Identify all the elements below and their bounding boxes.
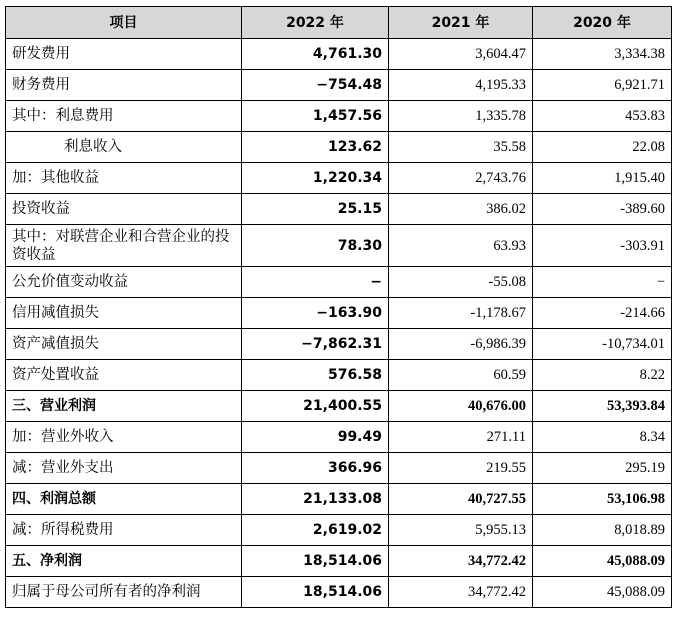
value-2020: 8.34 xyxy=(533,422,672,453)
value-2020: 1,915.40 xyxy=(533,163,672,194)
row-label: 加：其他收益 xyxy=(6,163,242,194)
table-row xyxy=(6,329,672,360)
table-row xyxy=(6,163,672,194)
table-row xyxy=(6,298,672,329)
row-label: 利息收入 xyxy=(6,132,242,163)
row-label: 信用减值损失 xyxy=(6,298,242,329)
value-2020: -389.60 xyxy=(533,194,672,225)
header-item: 项目 xyxy=(6,7,242,39)
row-label: 财务费用 xyxy=(6,70,242,101)
table-row xyxy=(6,267,672,298)
value-2021: -6,986.39 xyxy=(389,329,533,360)
value-2021: 34,772.42 xyxy=(389,577,533,608)
row-label: 减：营业外支出 xyxy=(6,453,242,484)
value-2022: −7,862.31 xyxy=(242,329,389,360)
value-2021: 34,772.42 xyxy=(389,546,533,577)
row-label: 加：营业外收入 xyxy=(6,422,242,453)
table-row xyxy=(6,484,672,515)
value-2021: 271.11 xyxy=(389,422,533,453)
row-label: 其中：对联营企业和合营企业的投资收益 xyxy=(6,225,242,267)
row-label: 五、净利润 xyxy=(6,546,242,577)
value-2022: 78.30 xyxy=(242,225,389,267)
table-row xyxy=(6,546,672,577)
value-2021: 60.59 xyxy=(389,360,533,391)
value-2020: 53,106.98 xyxy=(533,484,672,515)
value-2022: 21,400.55 xyxy=(242,391,389,422)
row-label: 投资收益 xyxy=(6,194,242,225)
table-row xyxy=(6,225,672,267)
table-row xyxy=(6,577,672,608)
table-row xyxy=(6,194,672,225)
table-body xyxy=(6,39,672,608)
value-2021: 2,743.76 xyxy=(389,163,533,194)
header-2022: 2022 年 xyxy=(242,7,389,39)
value-2021: 386.02 xyxy=(389,194,533,225)
value-2020: 6,921.71 xyxy=(533,70,672,101)
value-2020: 295.19 xyxy=(533,453,672,484)
value-2020: 53,393.84 xyxy=(533,391,672,422)
row-label: 四、利润总额 xyxy=(6,484,242,515)
value-2021: 4,195.33 xyxy=(389,70,533,101)
row-label: 减：所得税费用 xyxy=(6,515,242,546)
value-2021: 5,955.13 xyxy=(389,515,533,546)
value-2020: 453.83 xyxy=(533,101,672,132)
value-2022: 21,133.08 xyxy=(242,484,389,515)
value-2020: -10,734.01 xyxy=(533,329,672,360)
value-2020: -214.66 xyxy=(533,298,672,329)
table-row xyxy=(6,101,672,132)
value-2020: 22.08 xyxy=(533,132,672,163)
value-2022: 18,514.06 xyxy=(242,546,389,577)
row-label: 三、营业利润 xyxy=(6,391,242,422)
row-label: 资产减值损失 xyxy=(6,329,242,360)
value-2022: −163.90 xyxy=(242,298,389,329)
value-2021: 219.55 xyxy=(389,453,533,484)
value-2022: −754.48 xyxy=(242,70,389,101)
header-2020: 2020 年 xyxy=(533,7,672,39)
value-2020: -303.91 xyxy=(533,225,672,267)
value-2021: 40,676.00 xyxy=(389,391,533,422)
value-2022: 366.96 xyxy=(242,453,389,484)
table-row xyxy=(6,422,672,453)
value-2021: 63.93 xyxy=(389,225,533,267)
row-label: 归属于母公司所有者的净利润 xyxy=(6,577,242,608)
table-row xyxy=(6,70,672,101)
value-2021: 40,727.55 xyxy=(389,484,533,515)
value-2022: 2,619.02 xyxy=(242,515,389,546)
row-label: 资产处置收益 xyxy=(6,360,242,391)
value-2022: − xyxy=(242,267,389,298)
table-row xyxy=(6,132,672,163)
value-2020: 3,334.38 xyxy=(533,39,672,70)
value-2021: -1,178.67 xyxy=(389,298,533,329)
value-2022: 1,457.56 xyxy=(242,101,389,132)
value-2022: 18,514.06 xyxy=(242,577,389,608)
table-header xyxy=(6,7,672,39)
row-label: 研发费用 xyxy=(6,39,242,70)
value-2020: − xyxy=(533,267,672,298)
value-2022: 25.15 xyxy=(242,194,389,225)
header-row xyxy=(6,7,672,39)
table-row xyxy=(6,39,672,70)
value-2022: 1,220.34 xyxy=(242,163,389,194)
value-2021: -55.08 xyxy=(389,267,533,298)
value-2021: 35.58 xyxy=(389,132,533,163)
table-row xyxy=(6,515,672,546)
value-2020: 8.22 xyxy=(533,360,672,391)
value-2021: 1,335.78 xyxy=(389,101,533,132)
value-2022: 99.49 xyxy=(242,422,389,453)
table-row xyxy=(6,360,672,391)
value-2022: 4,761.30 xyxy=(242,39,389,70)
value-2020: 45,088.09 xyxy=(533,577,672,608)
value-2022: 123.62 xyxy=(242,132,389,163)
header-2021: 2021 年 xyxy=(389,7,533,39)
table-row xyxy=(6,453,672,484)
income-statement-table xyxy=(5,6,672,608)
row-label: 公允价值变动收益 xyxy=(6,267,242,298)
value-2020: 45,088.09 xyxy=(533,546,672,577)
row-label: 其中：利息费用 xyxy=(6,101,242,132)
value-2021: 3,604.47 xyxy=(389,39,533,70)
table-row xyxy=(6,391,672,422)
value-2022: 576.58 xyxy=(242,360,389,391)
value-2020: 8,018.89 xyxy=(533,515,672,546)
